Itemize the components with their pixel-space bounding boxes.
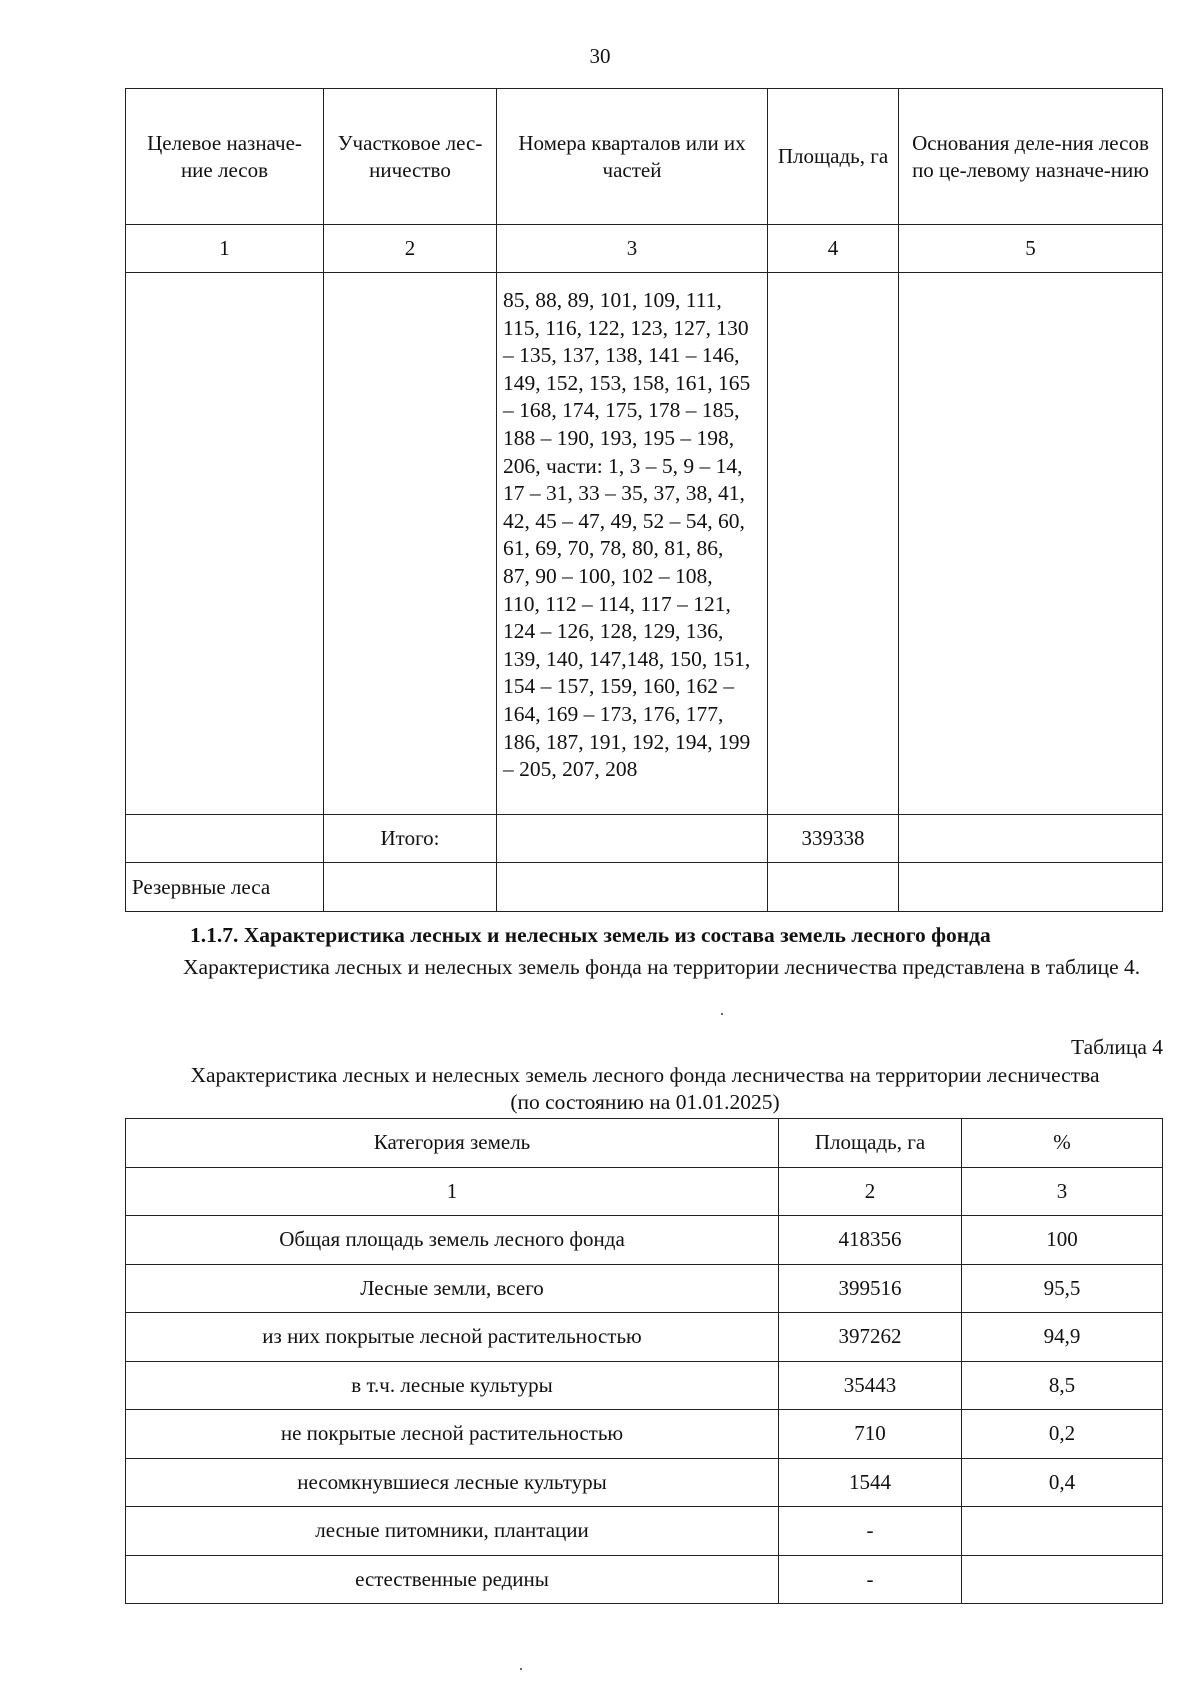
reserve-label: Резервные леса — [126, 863, 324, 912]
area-cell: 418356 — [779, 1216, 962, 1265]
empty-cell — [899, 863, 1163, 912]
scan-speck — [721, 1013, 723, 1015]
total-row — [126, 815, 1163, 863]
quarters-line: 87, 90 – 100, 102 – 108, — [503, 563, 713, 588]
forest-purpose-table — [125, 88, 1163, 912]
column-number: 1 — [126, 225, 324, 273]
column-number: 3 — [962, 1167, 1163, 1216]
column-number-row — [126, 225, 1163, 273]
percent-cell: 8,5 — [962, 1361, 1163, 1410]
percent-cell: 100 — [962, 1216, 1163, 1265]
category-cell: в т.ч. лесные культуры — [126, 1361, 779, 1410]
quarters-line: 85, 88, 89, 101, 109, 111, — [503, 288, 722, 312]
quarters-line: 206, части: 1, 3 – 5, 9 – 14, — [503, 453, 743, 478]
quarters-cell — [497, 273, 768, 815]
scan-speck — [520, 1668, 522, 1670]
header-district: Участковое лес-ничество — [324, 89, 497, 225]
category-cell: несомкнувшиеся лесные культуры — [126, 1458, 779, 1507]
quarters-line: – 168, 174, 175, 178 – 185, — [503, 398, 740, 423]
percent-cell: 95,5 — [962, 1264, 1163, 1313]
page-number: 30 — [589, 44, 611, 68]
table-row — [126, 1458, 1163, 1507]
table-row — [126, 1361, 1163, 1410]
category-cell: не покрытые лесной растительностью — [126, 1410, 779, 1459]
table-header-row — [126, 1119, 1163, 1168]
quarters-line: 154 – 157, 159, 160, 162 – — [503, 674, 735, 699]
quarters-line: 188 – 190, 193, 195 – 198, — [503, 425, 735, 450]
table-row — [126, 1264, 1163, 1313]
table-row — [126, 273, 1163, 815]
purpose-cell — [126, 273, 324, 815]
percent-cell — [962, 1555, 1163, 1604]
quarters-line: 115, 116, 122, 123, 127, 130 — [503, 315, 749, 340]
header-percent: % — [962, 1119, 1163, 1168]
table-row — [126, 1410, 1163, 1459]
quarters-line: 139, 140, 147,148, 150, 151, — [503, 646, 751, 671]
quarters-line: 110, 112 – 114, 117 – 121, — [503, 591, 731, 616]
percent-cell: 94,9 — [962, 1313, 1163, 1362]
quarters-line: – 205, 207, 208 — [503, 757, 638, 782]
area-cell: 710 — [779, 1410, 962, 1459]
area-cell: - — [779, 1507, 962, 1556]
table-row — [126, 1313, 1163, 1362]
table-label: Таблица 4 — [1071, 1035, 1163, 1059]
quarters-line: 42, 45 – 47, 49, 52 – 54, 60, — [503, 508, 745, 533]
area-cell: 399516 — [779, 1264, 962, 1313]
area-cell: - — [779, 1555, 962, 1604]
area-cell: 1544 — [779, 1458, 962, 1507]
category-cell: из них покрытые лесной растительностью — [126, 1313, 779, 1362]
empty-cell — [768, 863, 899, 912]
header-area: Площадь, га — [779, 1119, 962, 1168]
column-number: 1 — [126, 1167, 779, 1216]
category-cell: Лесные земли, всего — [126, 1264, 779, 1313]
basis-cell — [899, 273, 1163, 815]
header-quarters: Номера кварталов или их частей — [497, 89, 768, 225]
column-number: 3 — [497, 225, 768, 273]
area-cell: 35443 — [779, 1361, 962, 1410]
reserve-row — [126, 863, 1163, 912]
category-cell: естественные редины — [126, 1555, 779, 1604]
table-row — [126, 1507, 1163, 1556]
total-label: Итого: — [324, 815, 497, 863]
district-cell — [324, 273, 497, 815]
table-row — [126, 1216, 1163, 1265]
header-purpose: Целевое назначе-ние лесов — [126, 89, 324, 225]
empty-cell — [899, 815, 1163, 863]
table-row — [126, 1555, 1163, 1604]
header-category: Категория земель — [126, 1119, 779, 1168]
category-cell: Общая площадь земель лесного фонда — [126, 1216, 779, 1265]
total-value: 339338 — [768, 815, 899, 863]
percent-cell: 0,2 — [962, 1410, 1163, 1459]
empty-cell — [324, 863, 497, 912]
quarters-line: – 135, 137, 138, 141 – 146, — [503, 343, 740, 368]
quarters-line: 149, 152, 153, 158, 161, 165 — [503, 370, 751, 395]
percent-cell — [962, 1507, 1163, 1556]
column-number: 2 — [779, 1167, 962, 1216]
area-cell: 397262 — [779, 1313, 962, 1362]
section-heading: 1.1.7. Характеристика лесных и нелесных земель из состава земель лесного фонда — [190, 923, 991, 947]
quarters-line: 17 – 31, 33 – 35, 37, 38, 41, — [503, 481, 745, 506]
table-title-line: (по состоянию на 01.01.2025) — [510, 1090, 780, 1114]
area-cell — [768, 273, 899, 815]
quarters-line: 124 – 126, 128, 129, 136, — [503, 619, 724, 644]
header-area: Площадь, га — [768, 89, 899, 225]
empty-cell — [497, 863, 768, 912]
empty-cell — [126, 815, 324, 863]
table-title — [125, 1062, 1165, 1116]
percent-cell: 0,4 — [962, 1458, 1163, 1507]
quarters-line: 164, 169 – 173, 176, 177, — [503, 701, 724, 726]
table-header-row — [126, 89, 1163, 225]
column-number: 4 — [768, 225, 899, 273]
header-basis: Основания деле-ния лесов по це-левому назначе-нию — [899, 89, 1163, 225]
category-cell: лесные питомники, плантации — [126, 1507, 779, 1556]
column-number: 2 — [324, 225, 497, 273]
quarters-line: 186, 187, 191, 192, 194, 199 — [503, 729, 751, 754]
intro-paragraph: Характеристика лесных и нелесных земель фонда на территории лесничества представлена в таблице 4. — [183, 955, 1141, 979]
empty-cell — [497, 815, 768, 863]
column-number: 5 — [899, 225, 1163, 273]
column-number-row — [126, 1167, 1163, 1216]
land-category-table — [125, 1118, 1163, 1604]
table-title-line: Характеристика лесных и нелесных земель лесного фонда лесничества на территории лесничества — [190, 1063, 1100, 1087]
quarters-line: 61, 69, 70, 78, 80, 81, 86, — [503, 536, 724, 561]
